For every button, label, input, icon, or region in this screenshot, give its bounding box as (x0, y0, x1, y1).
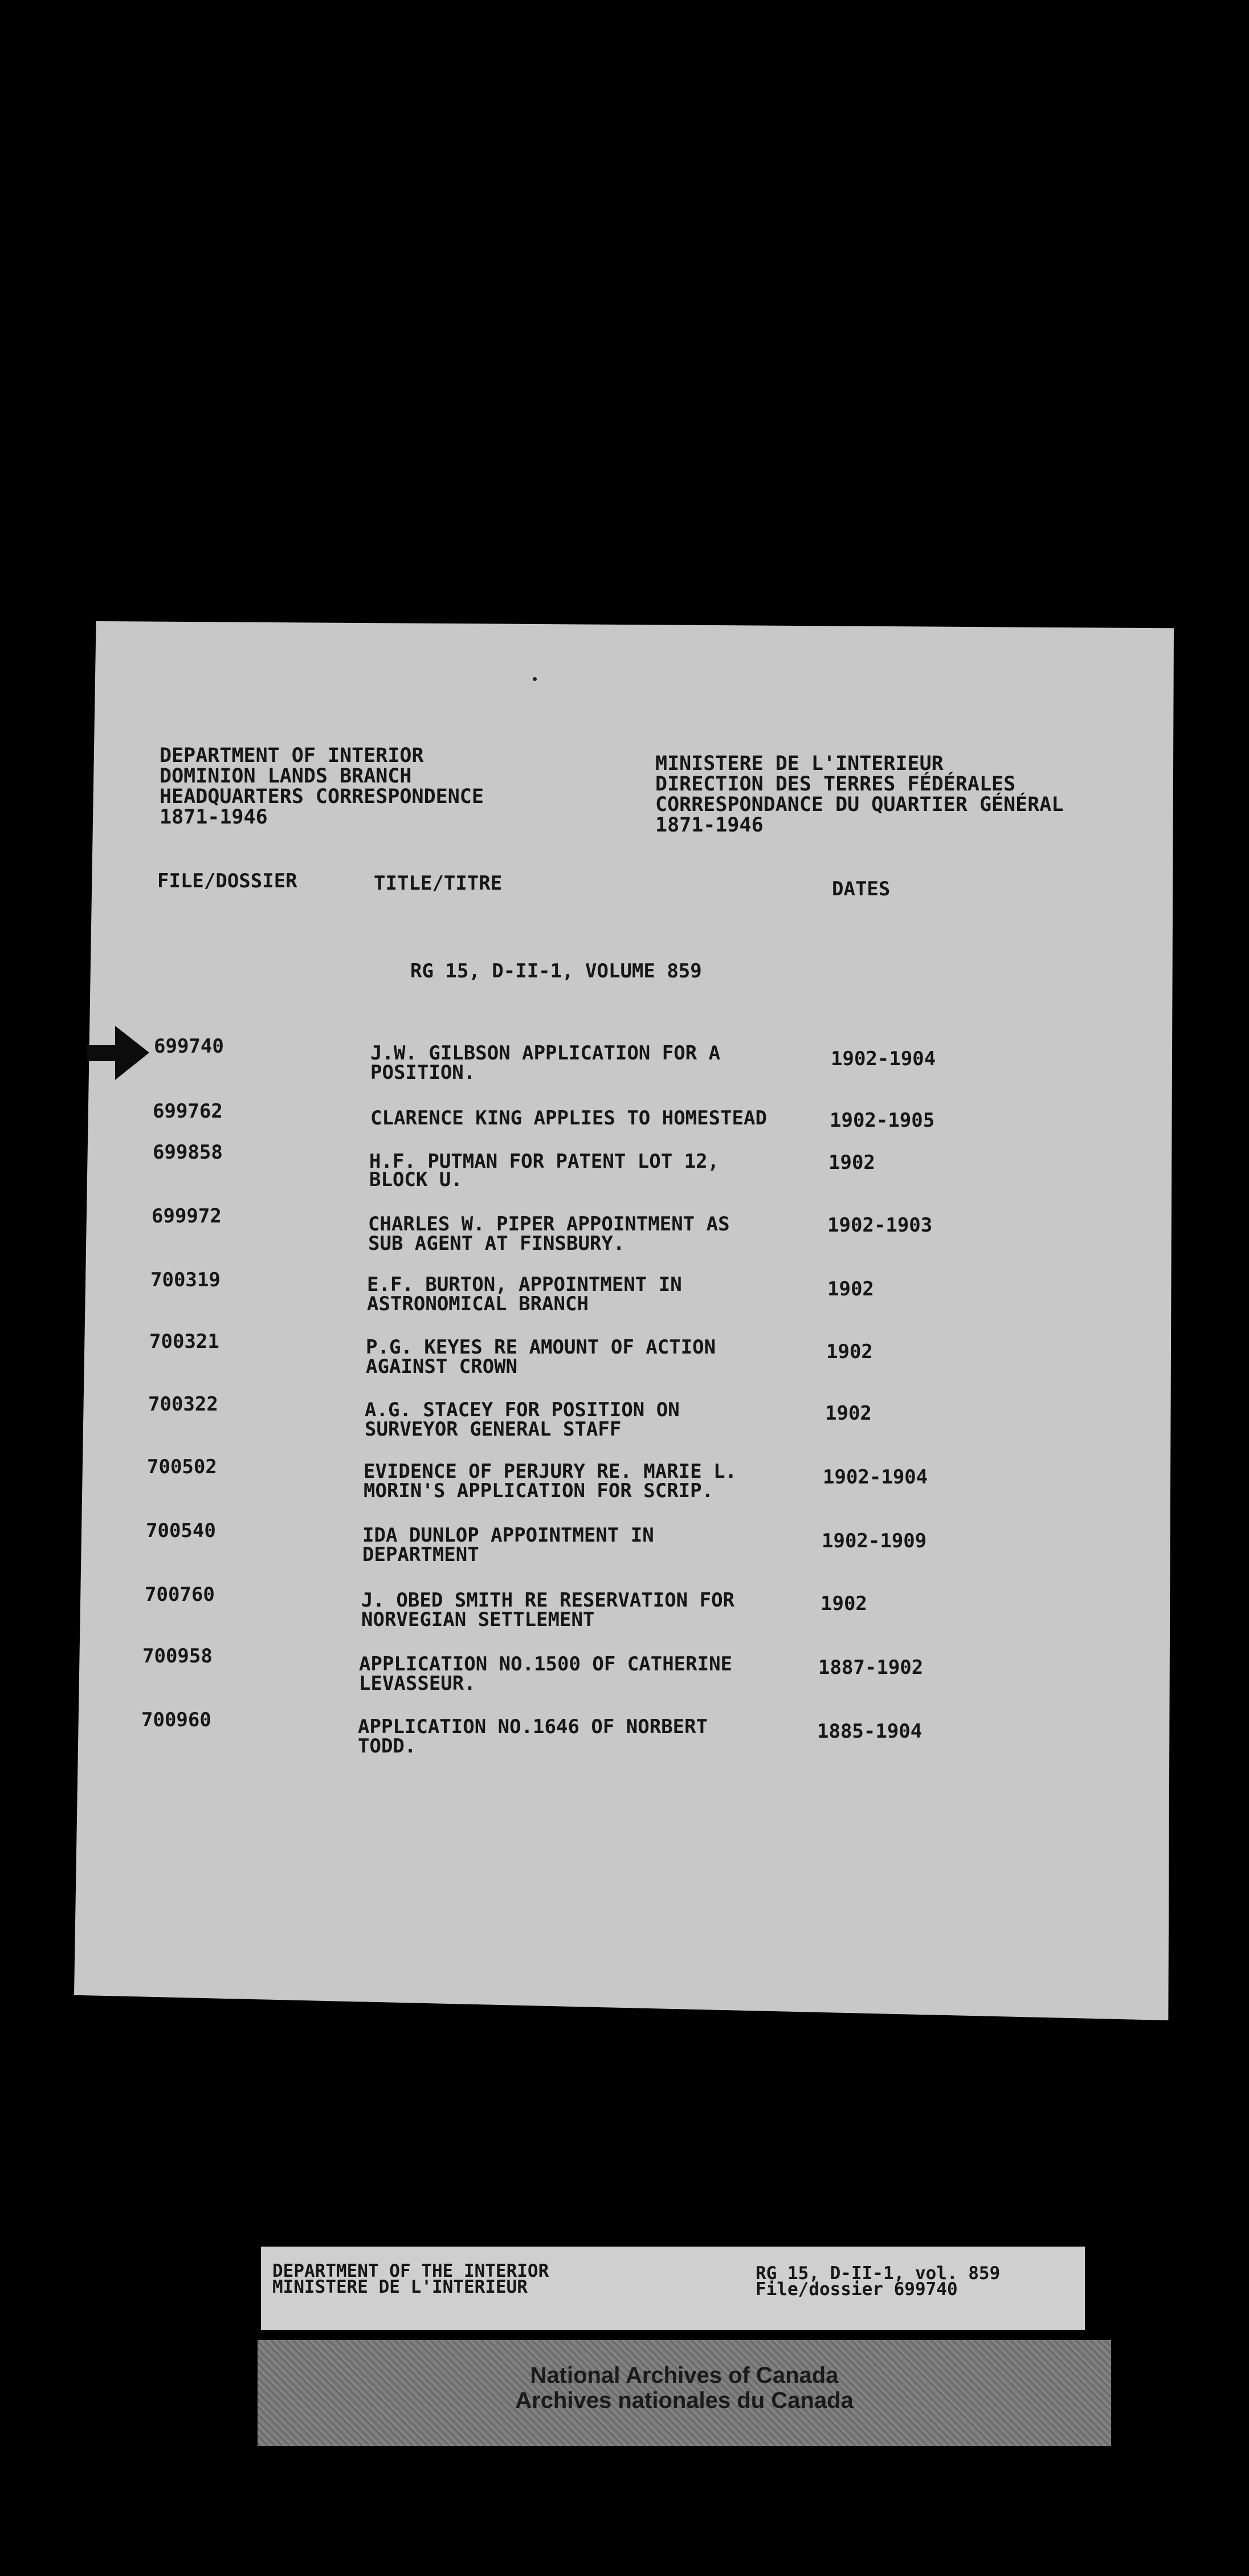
row-file-number: 700321 (149, 1330, 219, 1353)
row-file-number: 699972 (152, 1205, 222, 1228)
row-title-line-1: H.F. PUTMAN FOR PATENT LOT 12, (369, 1150, 720, 1173)
row-file-number: 699740 (154, 1035, 224, 1058)
row-title-line-1: APPLICATION NO.1500 OF CATHERINE (359, 1653, 733, 1676)
header-en-line-1: DEPARTMENT OF INTERIOR (160, 744, 424, 767)
header-en-line-2: DOMINION LANDS BRANCH (160, 765, 412, 788)
column-header-dates: DATES (832, 878, 891, 900)
row-title-line-1: J.W. GILBSON APPLICATION FOR A (370, 1042, 721, 1065)
footer-label-right-line-1: RG 15, D-II-1, vol. 859 (756, 2263, 1001, 2284)
row-file-number: 700319 (150, 1269, 221, 1291)
row-title-line-1: P.G. KEYES RE AMOUNT OF ACTION (366, 1336, 716, 1359)
footer-label-left-line-1: DEPARTMENT OF THE INTERIOR (272, 2261, 549, 2281)
volume-heading: RG 15, D-II-1, VOLUME 859 (410, 960, 702, 983)
row-title-line-1: J. OBED SMITH RE RESERVATION FOR (361, 1589, 735, 1612)
row-title-line-2: SURVEYOR GENERAL STAFF (365, 1418, 622, 1441)
row-file-number: 700958 (142, 1645, 213, 1668)
row-file-number: 700540 (146, 1519, 216, 1542)
column-header-title: TITLE/TITRE (374, 872, 503, 895)
row-dates: 1885-1904 (817, 1720, 923, 1743)
row-title-line-1: IDA DUNLOP APPOINTMENT IN (362, 1524, 654, 1547)
paper-speck (533, 677, 537, 681)
header-fr-line-3: CORRESPONDANCE DU QUARTIER GÉNÉRAL (655, 793, 1064, 816)
row-dates: 1902 (821, 1592, 867, 1615)
row-title-line-2: LEVASSEUR. (359, 1672, 476, 1695)
row-title-line-1: CHARLES W. PIPER APPOINTMENT AS (368, 1213, 730, 1236)
row-title-line-2: SUB AGENT AT FINSBURY. (368, 1232, 625, 1255)
row-title-line-1: EVIDENCE OF PERJURY RE. MARIE L. (364, 1460, 737, 1483)
row-dates: 1902-1903 (827, 1214, 933, 1237)
row-dates: 1902 (828, 1151, 875, 1174)
document-sheet (74, 621, 1174, 2020)
column-header-file: FILE/DOSSIER (157, 870, 297, 892)
footer-label-right-line-2: File/dossier 699740 (756, 2279, 958, 2300)
row-title-line-2: NORVEGIAN SETTLEMENT (361, 1608, 595, 1631)
row-title-line-2: POSITION. (370, 1061, 476, 1084)
row-title-line-1: E.F. BURTON, APPOINTMENT IN (367, 1273, 682, 1296)
row-title-line-2: AGAINST CROWN (366, 1355, 518, 1378)
row-dates: 1902-1909 (822, 1530, 927, 1552)
row-dates: 1902 (826, 1340, 873, 1363)
archives-stamp-line-2: Archives nationales du Canada (515, 2388, 854, 2413)
header-fr-line-1: MINISTERE DE L'INTERIEUR (655, 752, 944, 775)
row-file-number: 700322 (148, 1393, 218, 1416)
row-dates: 1902 (827, 1278, 874, 1301)
row-file-number: 700960 (141, 1709, 211, 1731)
row-title-line-1: A.G. STACEY FOR POSITION ON (365, 1399, 680, 1421)
header-fr-line-2: DIRECTION DES TERRES FÉDÉRALES (655, 773, 1016, 796)
row-title-line-2: ASTRONOMICAL BRANCH (367, 1293, 589, 1315)
archives-stamp (258, 2340, 1111, 2446)
row-dates: 1902-1904 (823, 1466, 928, 1489)
header-en-line-4: 1871-1946 (160, 806, 268, 829)
row-file-number: 699762 (153, 1100, 223, 1123)
footer-label-left-line-2: MINISTERE DE L'INTERIEUR (272, 2277, 528, 2297)
row-file-number: 699858 (153, 1141, 223, 1164)
row-dates: 1902 (825, 1402, 872, 1425)
row-dates: 1902-1905 (830, 1109, 935, 1132)
archives-stamp-line-1: National Archives of Canada (530, 2363, 839, 2388)
row-title-line-2: TODD. (358, 1735, 417, 1758)
footer-label (261, 2247, 1085, 2330)
row-title-line-2: MORIN'S APPLICATION FOR SCRIP. (364, 1479, 714, 1502)
header-fr-line-4: 1871-1946 (655, 814, 764, 837)
row-dates: 1902-1904 (831, 1047, 936, 1070)
row-title-line-2: BLOCK U. (369, 1168, 463, 1191)
row-dates: 1887-1902 (818, 1656, 924, 1679)
pointer-arrow-icon (87, 1026, 149, 1080)
header-en-line-3: HEADQUARTERS CORRESPONDENCE (160, 785, 484, 808)
row-title-line-1: CLARENCE KING APPLIES TO HOMESTEAD (370, 1107, 767, 1130)
row-title-line-2: DEPARTMENT (362, 1543, 479, 1566)
row-title-line-1: APPLICATION NO.1646 OF NORBERT (358, 1715, 708, 1738)
row-file-number: 700760 (145, 1583, 215, 1606)
row-file-number: 700502 (147, 1456, 217, 1478)
